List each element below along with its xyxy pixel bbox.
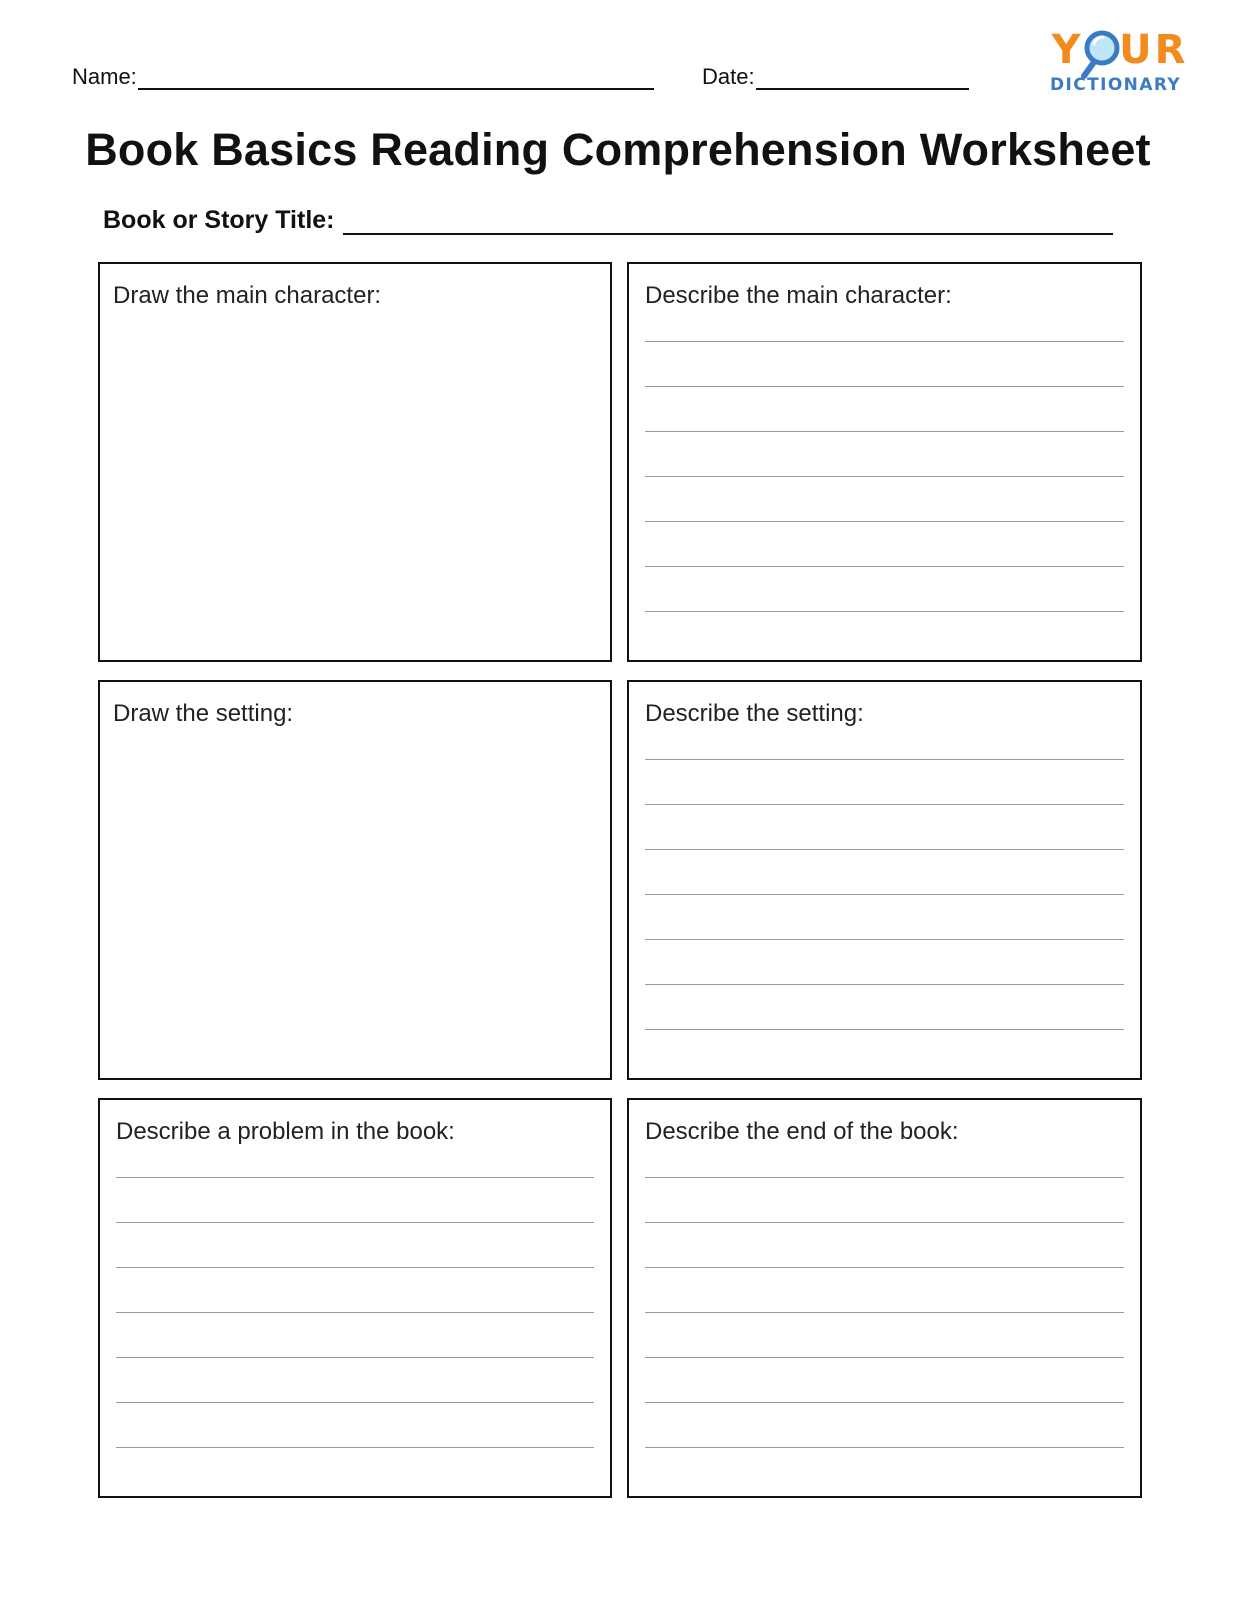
writing-line[interactable] [116, 1357, 594, 1358]
page-title: Book Basics Reading Comprehension Worksheet [85, 124, 1151, 175]
writing-line[interactable] [645, 476, 1124, 477]
writing-line[interactable] [116, 1177, 594, 1178]
date-label: Date: [702, 64, 755, 89]
draw-character-box[interactable] [98, 262, 612, 662]
writing-line[interactable] [645, 1357, 1124, 1358]
writing-line[interactable] [645, 894, 1124, 895]
book-title-field [103, 206, 1113, 235]
describe-character-box[interactable] [627, 262, 1142, 662]
name-field [72, 62, 654, 90]
logo-dictionary-text: DICTIONARY [1050, 75, 1182, 95]
draw-character-label: Draw the main character: [113, 282, 382, 309]
writing-line[interactable] [116, 1312, 594, 1313]
writing-line[interactable] [116, 1447, 594, 1448]
writing-line[interactable] [645, 759, 1124, 760]
writing-line[interactable] [645, 431, 1124, 432]
writing-line[interactable] [116, 1402, 594, 1403]
writing-line[interactable] [116, 1222, 594, 1223]
writing-line[interactable] [645, 1029, 1124, 1030]
writing-line[interactable] [645, 341, 1124, 342]
describe-problem-box[interactable] [98, 1098, 612, 1498]
logo-your-text: Y UR [1051, 27, 1189, 73]
writing-line[interactable] [645, 1312, 1124, 1313]
magnifying-glass-icon [1078, 28, 1124, 80]
writing-line[interactable] [645, 804, 1124, 805]
describe-problem-label: Describe a problem in the book: [116, 1118, 455, 1145]
describe-setting-label: Describe the setting: [645, 700, 864, 727]
writing-line[interactable] [645, 611, 1124, 612]
writing-line[interactable] [645, 1222, 1124, 1223]
name-label: Name: [72, 64, 137, 89]
book-title-blank-line[interactable] [343, 207, 1113, 235]
writing-line[interactable] [116, 1267, 594, 1268]
draw-setting-box[interactable] [98, 680, 612, 1080]
writing-line[interactable] [645, 849, 1124, 850]
book-title-label: Book or Story Title: [103, 206, 335, 234]
name-blank-line[interactable] [138, 62, 654, 90]
writing-line[interactable] [645, 1267, 1124, 1268]
writing-line[interactable] [645, 566, 1124, 567]
writing-line[interactable] [645, 984, 1124, 985]
draw-setting-label: Draw the setting: [113, 700, 294, 727]
date-field [702, 62, 969, 90]
writing-line[interactable] [645, 521, 1124, 522]
describe-end-label: Describe the end of the book: [645, 1118, 959, 1145]
writing-line[interactable] [645, 1177, 1124, 1178]
writing-line[interactable] [645, 939, 1124, 940]
writing-line[interactable] [645, 1447, 1124, 1448]
writing-line[interactable] [645, 1402, 1124, 1403]
writing-line[interactable] [645, 386, 1124, 387]
date-blank-line[interactable] [756, 62, 969, 90]
describe-character-label: Describe the main character: [645, 282, 952, 309]
describe-end-box[interactable] [627, 1098, 1142, 1498]
yourdictionary-logo [1050, 28, 1200, 98]
describe-setting-box[interactable] [627, 680, 1142, 1080]
